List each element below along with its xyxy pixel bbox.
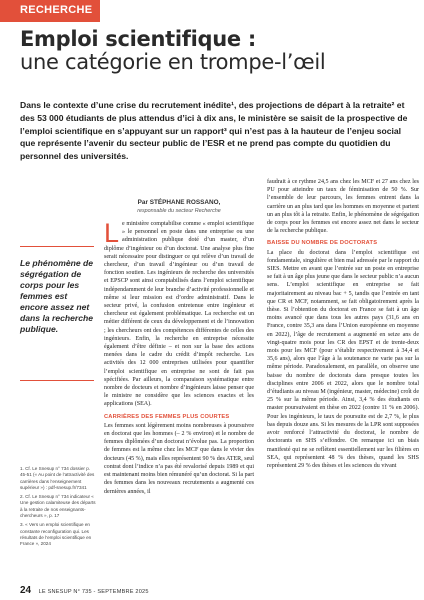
article-title-line-1: Emploi scientifique : <box>20 27 256 51</box>
pull-quote: Le phénomène de ségrégation de corps pour les femmes est encore assez net dans la recherche publique. <box>20 258 94 334</box>
author-name: Par STÉPHANE ROSSANO, <box>137 199 221 206</box>
subheading-femmes: CARRIÈRES DES FEMMES PLUS COURTES <box>104 413 230 420</box>
article-lead: Dans le contexte d’une crise du recrutement inédite¹, des projections de départ à la retraite² et des 53 000 étudiants de plus attendus d’ici à dix ans, le ministère se saisit de la prospective de l’emploi scientifique en s’appuyant sur un rapport³ qui n’est pas à la hauteur de l’enjeu social que représente l’avenir du secteur public de l’ESR et ne prend pas compte du quotidien du personnel des universités. <box>20 100 408 162</box>
pull-quote-rule-bottom <box>20 380 94 381</box>
article-title <box>20 28 420 74</box>
paragraph-intro-text: e ministère comptabilise comme « emploi scientifique » le personnel en poste dans une entreprise ou une administration publique doté d’un master, d’un diplôme d’ingénieur ou d’un doctorat. Une analyse plus fine serait nécessaire pour distinguer ce qui relève d’un travail de chercheur, d’un travail d’ingénieur ou d’un travail de fonction soutien. Les ingénieurs de recherche des universités et EPSCP sont ainsi comptabilisés dans l’emploi scientifique indépendamment de leur branche d’activité professionnelle et même si leur mission est d’ordre administratif. Dans le secteur privé, la confusion entretenue entre ingénieur et chercheur est également problématique. La recherche est un métier différent de ceux du développement et de l’innovation ; les chercheurs ont des compétences différentes de celles des ingénieurs. Enfin, la recherche en entreprise nécessite également d’être définie – et non sur la base des actions menées dans le cadre du crédit d’impôt recherche. Les activités des 12 000 entreprises utilisées pour quantifier l’emploi scientifique en entreprise ne sont de fait pas spécifiées. Par ailleurs, la comparaison systématique entre nombre de docteurs et nombre d’ingénieurs laisse penser que le ministre ne considère que les sciences exactes et les applications (SEA). <box>104 221 254 408</box>
paragraph-doctorats: La place du doctorat dans l’emploi scientifique est fondamentale, singulière et bien mal adressée par le rapport du SIES. Mettre en avant que l’entrée sur un poste en entreprise se fait à un âge plus jeune que dans le secteur public n’a aucun sens. L’emploi scientifique en entreprise se fait majoritairement au niveau bac + 5, tandis que l’entrée en tant que CR et MCF, notamment, se fait obligatoirement après la thèse. Si l’obtention du doctorat en France se fait à un âge moins avancé que dans tous les autres pays (31,6 ans en France, contre 35,3 ans dans l’Union européenne en moyenne en 2022), l’âge de recrutement a augmenté en seize ans de vingt-quatre mois pour les CR des EPST et de trente-deux mois pour les MCF (pour s’établir respectivement à 34,4 et 35,6 ans), alors que l’âge à la soutenance ne varie pas sur la même période. Paradoxalement, en parallèle, on observe une baisse du nombre de doctorats dans presque toutes les disciplines entre 2006 et 2022, alors que le nombre total d’étudiants au niveau M (ingénieur, master, médecine) croît de 25 % sur la même période. Ainsi, 3,4 % des étudiants en master poursuivaient en thèse en 2022 (contre 11 % en 2006). Pour les ingénieurs, le taux de poursuite est de 2,7 %, le plus bas depuis douze ans. Si les mesures de la LPR sont supposées avoir renforcé l’attractivité du doctorat, le nombre de doctorants en SHS s’effondre. On remarque ici un biais manifesté qui ne se reflètent essentiellement sur les filières en SEA, qui représentent 48 % des thèses, quand les SHS représentent 29 % des thèses et les sciences du vivant <box>267 249 419 469</box>
footnote-3: 3. « Vers un emploi scientifique en constante reconfiguration qui. Les résultats de l’emploi scientifique en France », 2024 <box>20 522 92 547</box>
drop-cap: L <box>104 218 120 248</box>
article-column-right <box>267 178 419 470</box>
magazine-issue: LE SNESUP N° 735 - SEPTEMBRE 2025 <box>38 589 149 595</box>
page-footer <box>20 580 320 598</box>
pull-quote-rule-top <box>20 246 94 247</box>
paragraph-femmes: Les femmes sont légèrement moins nombreuses à poursuivre en doctorat que les hommes (– 2 % environ) et le nombre de femmes diplômées d’un doctorat n’évolue pas. La proportion de femmes est la même chez les MCF que dans le vivier des docteurs (45 %), mais elles représentent 90 % des ATER, seul contrat dont l’indice n’a pas été revalorisé depuis 1989 et qui est maintenant moins bien rémunéré qu’un doctorat. Si la part des femmes dans les nouveaux recrutements a augmenté ces dernières années, il <box>104 422 254 495</box>
byline <box>104 198 254 216</box>
section-label: RECHERCHE <box>0 0 100 22</box>
footnote-2: 2. Cf. Le Snesup n° 734 indicateur « Une gestion calamiteuse des départs à la retraite de nos enseignants-chercheurs », p. 17 <box>20 494 96 519</box>
author-role: responsable du secteur Recherche <box>137 208 221 214</box>
article-title-line-2: une catégorie en trompe-l’œil <box>20 50 326 75</box>
footnotes <box>20 466 96 551</box>
paragraph-intro <box>104 220 254 409</box>
footnote-1: 1. Cf. Le Snesup n° 734 dossier p. 45-51 (« Au point de l’attractivité des carrières dans l’enseignement supérieur ») : pdf-snesup.fr/7341 <box>20 466 95 490</box>
paragraph-continuation: faudrait à ce rythme 24,5 ans chez les MCF et 27 ans chez les PU pour atteindre un taux de féminisation de 50 %. Sur l’ensemble de leur parcours, les femmes entrent dans la carrière un an plus tard que les hommes en moyenne et partent un an plus tôt à la retraite. Enfin, le phénomène de ségrégation de corps pour les femmes est encore assez net dans le secteur de la recherche publique. <box>267 179 419 235</box>
page-number: 24 <box>20 585 32 596</box>
subheading-doctorats: BAISSE DU NOMBRE DE DOCTORATS <box>267 240 378 247</box>
article-column-middle <box>104 220 254 496</box>
